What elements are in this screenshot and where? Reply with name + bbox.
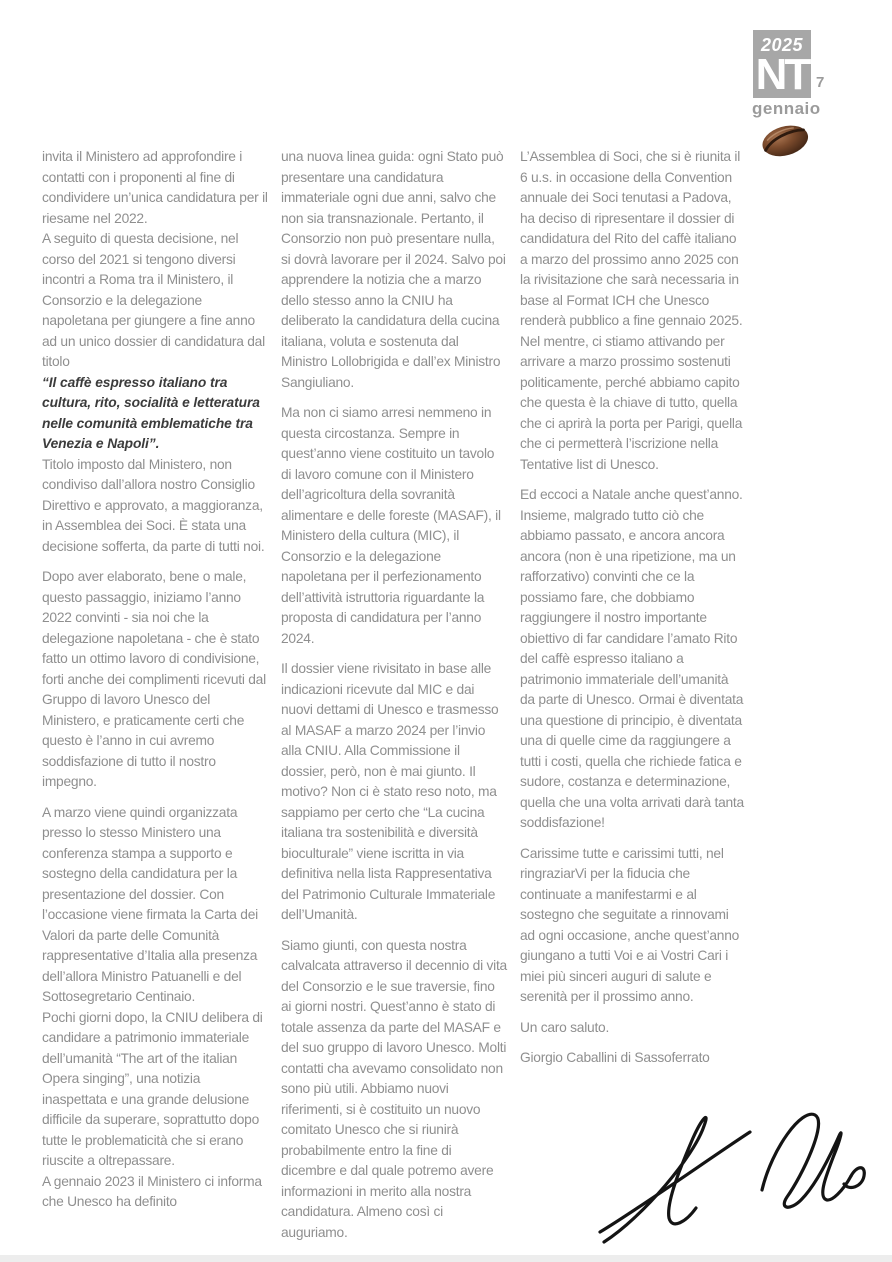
- article-column-3: [520, 147, 746, 1252]
- article-columns: [42, 147, 746, 1252]
- masthead-logo: NT: [755, 50, 809, 99]
- article-column-1: [42, 147, 268, 1252]
- issue-number: 7: [816, 74, 825, 91]
- masthead-month: gennaio: [752, 99, 821, 118]
- paragraph: Il dossier viene rivisitato in base alle indicazioni ricevute dal MIC e dai nuovi dettami di Unesco e trasmesso al MASAF a marzo 2024 per l’invio alla CNIU. Alla Commissione il dossier, però, non è mai giunto. Il motivo? Non ci è stato reso noto, ma sappiamo per certo che “La cucina italiana tra sostenibilità e diversità bioculturale” viene iscritta in via definitiva nella lista Rappresentativa del Patrimonio Culturale Immateriale dell’Umanità.: [281, 661, 499, 922]
- paragraph: Ed eccoci a Natale anche quest’anno. Insieme, malgrado tutto ciò che abbiamo passato, e ancora ancora ancora (non è una ripetizione, ma un rafforzativo) convinti che ce la possiamo fare, che dobbiamo raggiungere il nostro importante obiettivo di far candidare l’amato Rito del caffè espresso italiano a patrimonio immateriale dell’umanità da parte di Unesco. Ormai è diventata una questione di principio, è diventata una di quelle cime da raggiungere a tutti i costi, quella che richiede fatica e sudore, costanza e determinazione, quella che una volta arrivati darà tanta soddisfazione!: [520, 487, 744, 830]
- closing-salutation: Un caro saluto.: [520, 1019, 610, 1035]
- dossier-title: “Il caffè espresso italiano tra cultura, rito, socialità e letteratura nelle comunità emblematiche tra Venezia e Napoli”.: [42, 374, 260, 451]
- page-bottom-strip: [0, 1255, 892, 1262]
- masthead-logo-box: [753, 30, 811, 98]
- paragraph: Pochi giorni dopo, la CNIU delibera di candidare a patrimonio immateriale dell’umanità “The art of the italian Opera singing”, una notizia inaspettata e una grande delusione difficile da superare, soprattutto dopo tutte le problematicità che si erano riuscite a oltrepassare.: [42, 1009, 263, 1168]
- paragraph: A seguito di questa decisione, nel corso del 2021 si tengono diversi incontri a Roma tra il Ministero, il Consorzio e la delegazione napoletana per giungere a fine anno ad un unico dossier di candidatura dal titolo: [42, 231, 265, 369]
- paragraph: Siamo giunti, con questa nostra calvalcata attraverso il decennio di vita del Consorzio e le sue traversie, fino ai giorni nostri. Quest’anno è stato di totale assenza da parte del MASAF e del suo gruppo di lavoro Unesco. Molti contatti cha avevamo consolidato non sono più utili. Abbiamo nuovi riferimenti, si è costituito un nuovo comitato Unesco che si riunirà probabilmente entro la fine di dicembre e dal quale potremo avere informazioni in merito alla nostra candidatura. Almeno così ci auguriamo.: [281, 937, 507, 1240]
- paragraph: Ma non ci siamo arresi nemmeno in questa circostanza. Sempre in quest’anno viene costituito un tavolo di lavoro comune con il Ministero dell’agricoltura della sovranità alimentare e delle foreste (MASAF), il Ministero della cultura (MIC), il Consorzio e la delegazione napoletana per il perfezionamento dell’attività istruttoria riguardante la proposta di candidatura per l’anno 2024.: [281, 405, 501, 646]
- paragraph: una nuova linea guida: ogni Stato può presentare una candidatura immateriale ogni due anni, salvo che non sia transnazionale. Pertanto, il Consorzio non può presentare nulla, si dovrà lavorare per il 2024. Salvo poi apprendere la notizia che a marzo dello stesso anno la CNIU ha deliberato la candidatura della cucina italiana, voluta e sostenuta dal Ministro Lollobrigida e dall’ex Ministro Sangiuliano.: [281, 149, 506, 390]
- paragraph: A marzo viene quindi organizzata presso lo stesso Ministero una conferenza stampa a supporto e sostegno della candidatura per la presentazione del dossier. Con l’occasione viene firmata la Carta dei Valori da parte delle Comunità rappresentative d’Italia alla presenza dell’allora Ministro Patuanelli e del Sottosegretario Centinaio.: [42, 804, 258, 1004]
- paragraph: L’Assemblea di Soci, che si è riunita il 6 u.s. in occasione della Convention annuale dei Soci tenutasi a Padova, ha deciso di ripresentare il dossier di candidatura del Rito del caffè italiano a marzo del prossimo anno 2025 con la rivisitazione che sarà necessaria in base al Format ICH che Unesco renderà pubblico a fine gennaio 2025. Nel mentre, ci stiamo attivando per arrivare a marzo prossimo sostenuti politicamente, perché abbiamo capito che questa è la chiave di tutto, quella che ci aprirà la porta per Parigi, quella che ci permetterà l’iscrizione nella Tentative list di Unesco.: [520, 149, 743, 472]
- paragraph: Titolo imposto dal Ministero, non condiviso dall’allora nostro Consiglio Direttivo e approvato, a maggioranza, in Assemblea dei Soci. È stata una decisione sofferta, da parte di tutti noi.: [42, 456, 265, 554]
- signature-scrawl-icon: [598, 1092, 886, 1257]
- paragraph: Carissime tutte e carissimi tutti, nel ringraziarVi per la fiducia che continuate a manifestarmi e al sostegno che seguitate a rinnovami ad ogni occasione, anche quest’anno giungano a tutti Voi e ai Vostri Cari i miei più sinceri auguri di salute e serenità per il prossimo anno.: [520, 845, 740, 1004]
- paragraph: A gennaio 2023 il Ministero ci informa che Unesco ha definito: [42, 1173, 262, 1209]
- signer-name: Giorgio Caballini di Sassoferrato: [520, 1050, 710, 1065]
- article-column-2: [281, 147, 507, 1252]
- paragraph: invita il Ministero ad approfondire i contatti con i proponenti al fine di condividere un’unica candidatura per il riesame nel 2022.: [42, 149, 268, 226]
- paragraph: Dopo aver elaborato, bene o male, questo passaggio, iniziamo l’anno 2022 convinti - sia noi che la delegazione napoletana - che è stato fatto un ottimo lavoro di condivisione, forti anche dei complimenti ricevuti dal Gruppo di lavoro Unesco del Ministero, e praticamente certi che questo è l’anno in cui avremo soddisfazione di tutto il nostro impegno.: [42, 569, 266, 789]
- coffee-bean-icon: [757, 118, 813, 167]
- masthead-year: 2025: [760, 35, 804, 55]
